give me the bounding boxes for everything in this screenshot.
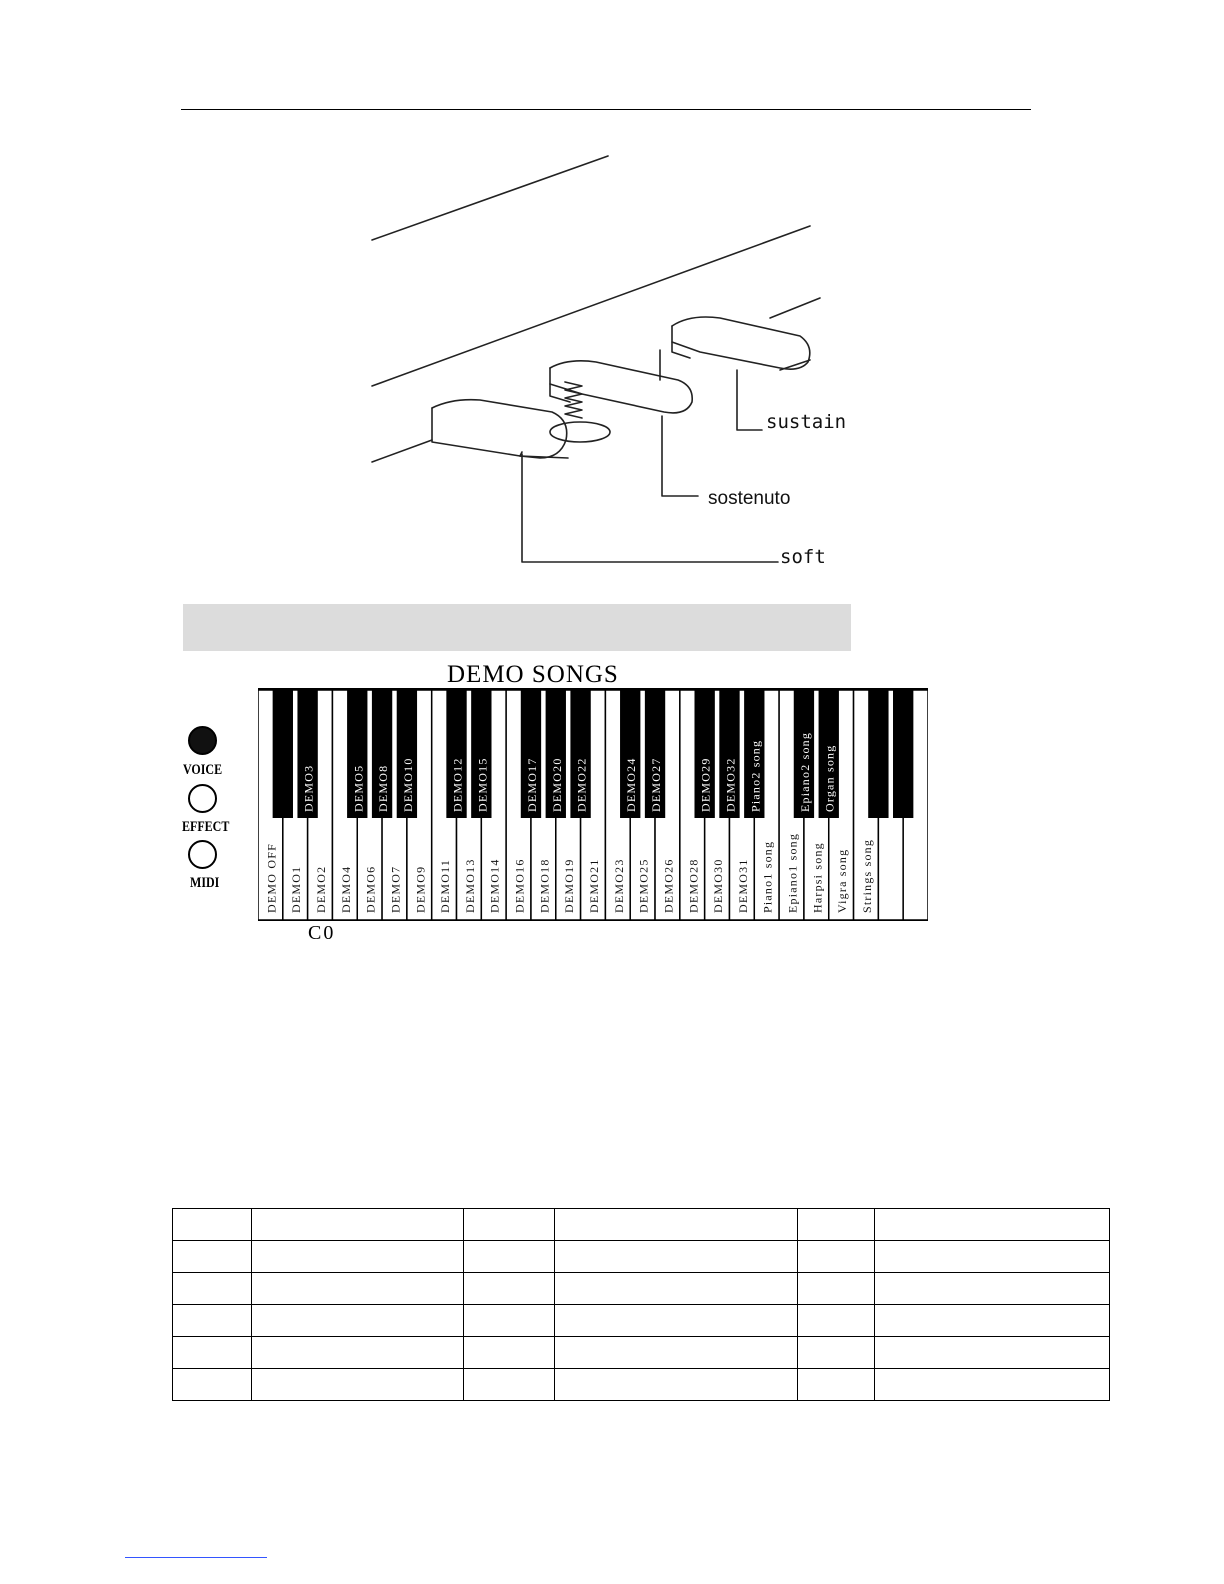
effect-button-indicator bbox=[188, 784, 217, 813]
soft-label: soft bbox=[780, 546, 826, 568]
black-key[interactable] bbox=[297, 690, 317, 818]
table-cell bbox=[875, 1337, 1110, 1369]
midi-led bbox=[188, 840, 217, 869]
table-row bbox=[173, 1369, 1110, 1401]
black-key-label: DEMO20 bbox=[549, 757, 564, 812]
table-cell bbox=[555, 1369, 798, 1401]
black-key[interactable] bbox=[347, 690, 367, 818]
table-cell bbox=[798, 1305, 875, 1337]
table-cell bbox=[464, 1241, 555, 1273]
table-cell bbox=[173, 1305, 252, 1337]
table-row bbox=[173, 1209, 1110, 1241]
table-cell bbox=[875, 1305, 1110, 1337]
table-cell bbox=[252, 1369, 464, 1401]
table-cell bbox=[555, 1337, 798, 1369]
white-key-label: DEMO19 bbox=[562, 858, 577, 913]
sostenuto-label: sostenuto bbox=[708, 488, 791, 509]
table-cell bbox=[173, 1369, 252, 1401]
black-key-label: DEMO17 bbox=[524, 757, 539, 812]
header-rule bbox=[181, 109, 1031, 110]
table-cell bbox=[555, 1305, 798, 1337]
table-cell bbox=[798, 1241, 875, 1273]
table-cell bbox=[555, 1273, 798, 1305]
demo-keyboard bbox=[258, 688, 928, 921]
midi-label: MIDI bbox=[190, 875, 220, 891]
black-key[interactable] bbox=[794, 690, 814, 818]
table-cell bbox=[464, 1273, 555, 1305]
table-cell bbox=[173, 1273, 252, 1305]
table-cell bbox=[252, 1273, 464, 1305]
white-key-label: DEMO23 bbox=[611, 858, 626, 913]
black-key-body bbox=[868, 690, 888, 818]
white-key-label: Strings song bbox=[859, 838, 874, 913]
voice-led bbox=[188, 726, 217, 755]
pedal-illustration bbox=[360, 150, 860, 580]
white-key-label: DEMO31 bbox=[735, 858, 750, 913]
table-cell bbox=[464, 1337, 555, 1369]
black-key[interactable] bbox=[694, 690, 714, 818]
white-key-label: DEMO21 bbox=[587, 858, 601, 913]
black-key[interactable] bbox=[744, 690, 764, 818]
white-key-label: Piano1 song bbox=[760, 840, 775, 913]
table-cell bbox=[875, 1273, 1110, 1305]
black-key-label: DEMO5 bbox=[351, 764, 366, 812]
white-key-label: Epiano1 song bbox=[785, 832, 800, 913]
midi-button-indicator bbox=[188, 840, 217, 869]
black-key-body bbox=[893, 690, 913, 818]
table-row bbox=[173, 1305, 1110, 1337]
table-row bbox=[173, 1337, 1110, 1369]
white-key-label: DEMO1 bbox=[289, 865, 304, 913]
black-key-label: DEMO10 bbox=[400, 757, 415, 812]
white-key-label: DEMO16 bbox=[512, 858, 527, 913]
table-cell bbox=[555, 1241, 798, 1273]
table-cell bbox=[798, 1337, 875, 1369]
white-key-label: DEMO11 bbox=[438, 858, 453, 913]
black-key-label: DEMO3 bbox=[301, 764, 316, 812]
table-cell bbox=[555, 1209, 798, 1241]
black-key-label: DEMO29 bbox=[698, 757, 713, 812]
table-cell bbox=[464, 1209, 555, 1241]
data-table bbox=[172, 1208, 1110, 1401]
white-key-label: DEMO2 bbox=[314, 865, 329, 913]
table-cell bbox=[173, 1209, 252, 1241]
black-key[interactable] bbox=[446, 690, 466, 818]
table-cell bbox=[252, 1305, 464, 1337]
white-key-label: DEMO13 bbox=[462, 858, 477, 913]
black-key-label: Organ song bbox=[822, 744, 837, 812]
black-key-label: DEMO8 bbox=[376, 764, 391, 812]
black-key-label: DEMO32 bbox=[723, 757, 738, 812]
white-key-label: DEMO14 bbox=[487, 858, 502, 913]
table-cell bbox=[875, 1241, 1110, 1273]
table-cell bbox=[875, 1209, 1110, 1241]
black-key[interactable] bbox=[397, 690, 417, 818]
black-key-label: DEMO15 bbox=[475, 757, 490, 812]
table-cell bbox=[173, 1337, 252, 1369]
white-key-label: DEMO30 bbox=[711, 858, 726, 913]
black-key[interactable] bbox=[546, 690, 566, 818]
table-cell bbox=[798, 1273, 875, 1305]
white-key-label: Harpsi song bbox=[810, 842, 825, 913]
black-key[interactable] bbox=[273, 690, 293, 818]
table-cell bbox=[252, 1241, 464, 1273]
voice-label: VOICE bbox=[183, 762, 223, 778]
white-key-label: DEMO18 bbox=[537, 858, 552, 913]
footnote-link-rule bbox=[125, 1557, 267, 1558]
black-key-body bbox=[273, 690, 293, 818]
black-key[interactable] bbox=[471, 690, 491, 818]
table-cell bbox=[173, 1241, 252, 1273]
table-cell bbox=[875, 1369, 1110, 1401]
black-key-label: DEMO24 bbox=[624, 757, 639, 812]
white-key-label: DEMO OFF bbox=[264, 843, 279, 913]
table-row bbox=[173, 1241, 1110, 1273]
black-key[interactable] bbox=[372, 690, 392, 818]
black-key-label: DEMO22 bbox=[574, 757, 589, 812]
black-key-label: DEMO12 bbox=[450, 757, 465, 812]
effect-led bbox=[188, 784, 217, 813]
white-key-label: DEMO26 bbox=[661, 858, 676, 913]
black-key[interactable] bbox=[719, 690, 739, 818]
table-cell bbox=[798, 1209, 875, 1241]
black-key-label: Piano2 song bbox=[748, 739, 763, 812]
black-key-label: Epiano2 song bbox=[797, 731, 812, 812]
c0-label: C0 bbox=[308, 922, 336, 944]
white-key-label: DEMO28 bbox=[686, 858, 701, 913]
section-heading-bar bbox=[183, 604, 851, 651]
white-key-label: DEMO7 bbox=[388, 865, 403, 913]
effect-label: EFFECT bbox=[182, 819, 230, 835]
black-key[interactable] bbox=[570, 690, 590, 818]
white-key-label: DEMO6 bbox=[363, 865, 378, 913]
table-cell bbox=[464, 1305, 555, 1337]
table-cell bbox=[464, 1369, 555, 1401]
black-key[interactable] bbox=[645, 690, 665, 818]
white-key-label: DEMO4 bbox=[338, 865, 353, 913]
white-key-label: DEMO25 bbox=[636, 858, 651, 913]
sustain-label: sustain bbox=[766, 411, 847, 433]
demo-songs-title: DEMO SONGS bbox=[447, 661, 619, 688]
black-key[interactable] bbox=[521, 690, 541, 818]
black-key[interactable] bbox=[819, 690, 839, 818]
table-cell bbox=[252, 1337, 464, 1369]
table-cell bbox=[798, 1369, 875, 1401]
table-cell bbox=[252, 1209, 464, 1241]
voice-button-indicator bbox=[188, 726, 217, 755]
black-key[interactable] bbox=[893, 690, 913, 818]
table-row bbox=[173, 1273, 1110, 1305]
white-key-label: Vigra song bbox=[835, 848, 850, 913]
black-key[interactable] bbox=[868, 690, 888, 818]
black-key[interactable] bbox=[620, 690, 640, 818]
white-key-label: DEMO9 bbox=[413, 865, 428, 913]
black-key-label: DEMO27 bbox=[649, 757, 664, 812]
